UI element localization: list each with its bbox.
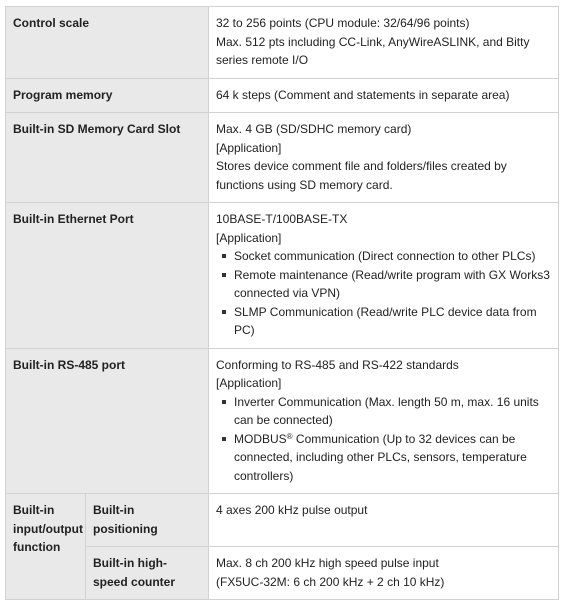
modbus-prefix: MODBUS: [234, 431, 287, 446]
bullet-list: [216, 393, 551, 486]
value-line: [Application]: [216, 230, 282, 245]
table-row-sd-card: [6, 113, 559, 203]
table-row-high-speed-counter: [6, 547, 559, 600]
table-row-ethernet: [6, 203, 559, 349]
value-line: [Application]: [216, 376, 282, 390]
value-line: Max. 512 pts including CC-Link, AnyWireASLINK, and Bitty series remote I/O: [216, 34, 530, 67]
row-value-control-scale: [209, 7, 559, 79]
specification-table: [5, 6, 559, 600]
value-line: Stores device comment file and folders/files created by functions using SD memory card.: [216, 159, 507, 192]
row-value-high-speed-counter: [209, 547, 559, 600]
row-value-sd-card: [209, 113, 559, 203]
value-line: 10BASE-T/100BASE-TX: [216, 212, 348, 226]
value-line: [Application]: [216, 140, 282, 155]
registered-mark: ®: [286, 431, 293, 441]
table-row-control-scale: [6, 7, 559, 79]
row-value-ethernet: [209, 203, 559, 349]
row-value-program-memory: [209, 78, 559, 113]
list-item: Inverter Communication (Max. length 50 m, max. 16 units can be connected): [234, 393, 551, 430]
value-line: 4 axes 200 kHz pulse output: [216, 503, 368, 517]
list-item: Socket communication (Direct connection to other PLCs): [234, 247, 551, 266]
row-sublabel-high-speed-counter: Built-in high-speed counter: [86, 547, 209, 600]
row-label-program-memory: Program memory: [6, 78, 209, 113]
list-item: SLMP Communication (Read/write PLC device data from PC): [234, 303, 551, 340]
bullet-list: [216, 247, 551, 340]
row-value-positioning: [209, 494, 559, 547]
value-line: 32 to 256 points (CPU module: 32/64/96 points): [216, 16, 470, 30]
list-item-modbus: [234, 430, 551, 486]
row-label-control-scale: Control scale: [6, 7, 209, 79]
value-line: Max. 4 GB (SD/SDHC memory card): [216, 122, 412, 136]
row-sublabel-positioning: Built-in positioning: [86, 494, 209, 547]
row-label-ethernet: Built-in Ethernet Port: [6, 203, 209, 349]
row-label-sd-card: Built-in SD Memory Card Slot: [6, 113, 209, 203]
row-value-rs485: [209, 348, 559, 494]
table-row-program-memory: [6, 78, 559, 113]
modbus-suffix: Communication (Up to 32 devices can be connected, including other PLCs, sensors, temperature controllers): [234, 431, 527, 483]
value-line: Conforming to RS-485 and RS-422 standards: [216, 357, 459, 372]
list-item: Remote maintenance (Read/write program with GX Works3 connected via VPN): [234, 266, 551, 303]
value-line: (FX5UC-32M: 6 ch 200 kHz + 2 ch 10 kHz): [216, 574, 445, 589]
value-line: 64 k steps (Comment and statements in separate area): [216, 87, 510, 102]
row-label-io-function: Built-in input/output function: [6, 494, 86, 600]
table-row-rs485: [6, 348, 559, 494]
value-line: Max. 8 ch 200 kHz high speed pulse input: [216, 556, 439, 570]
table-row-positioning: [6, 494, 559, 547]
row-label-rs485: Built-in RS-485 port: [6, 348, 209, 494]
